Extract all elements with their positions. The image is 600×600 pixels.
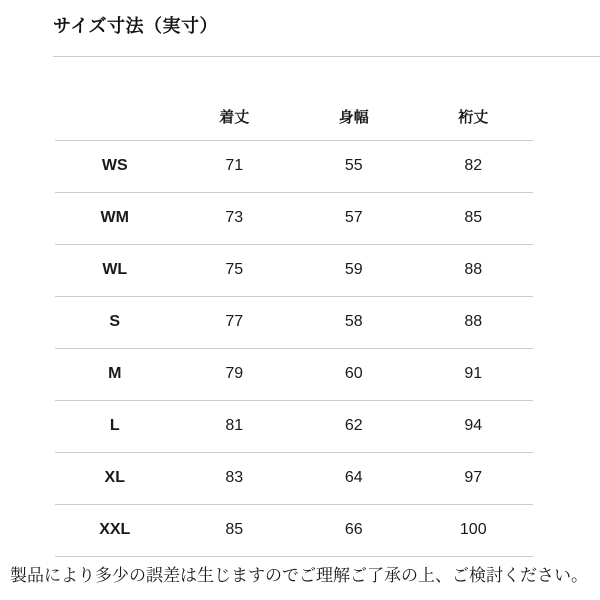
table-row bbox=[55, 452, 533, 504]
size-table-header bbox=[55, 94, 533, 140]
table-row bbox=[55, 504, 533, 556]
size-cell: L bbox=[109, 417, 120, 434]
value-cell: 71 bbox=[225, 157, 244, 174]
value-cell: 58 bbox=[344, 313, 363, 330]
size-cell: WM bbox=[100, 209, 129, 226]
size-cell: XXL bbox=[99, 521, 131, 538]
value-cell: 66 bbox=[344, 521, 363, 538]
value-cell: 97 bbox=[464, 469, 483, 486]
value-cell: 79 bbox=[225, 365, 244, 382]
value-cell: 88 bbox=[464, 261, 483, 278]
value-cell: 88 bbox=[464, 313, 483, 330]
size-table bbox=[55, 94, 533, 557]
value-cell: 60 bbox=[344, 365, 363, 382]
value-cell: 82 bbox=[464, 157, 483, 174]
value-cell: 57 bbox=[344, 209, 363, 226]
value-cell: 85 bbox=[464, 209, 483, 226]
value-cell: 59 bbox=[344, 261, 363, 278]
table-row bbox=[55, 192, 533, 244]
table-row bbox=[55, 244, 533, 296]
value-cell: 73 bbox=[225, 209, 244, 226]
value-cell: 85 bbox=[225, 521, 244, 538]
value-cell: 91 bbox=[464, 365, 483, 382]
col-header-width: 身幅 bbox=[338, 109, 369, 127]
value-cell: 83 bbox=[225, 469, 244, 486]
disclaimer-note: 製品により多少の誤差は生じますのでご理解ご了承の上、ご検討ください。 bbox=[10, 566, 588, 585]
table-header-row bbox=[55, 94, 533, 140]
size-table-body bbox=[55, 140, 533, 556]
corner-cell bbox=[55, 94, 175, 140]
value-cell: 55 bbox=[344, 157, 363, 174]
size-cell: XL bbox=[104, 469, 125, 486]
value-cell: 100 bbox=[459, 521, 487, 538]
value-cell: 64 bbox=[344, 469, 363, 486]
size-cell: S bbox=[109, 313, 121, 330]
value-cell: 75 bbox=[225, 261, 244, 278]
col-header-sleeve: 裄丈 bbox=[458, 109, 489, 127]
value-cell: 77 bbox=[225, 313, 244, 330]
col-header-length: 着丈 bbox=[219, 109, 250, 127]
value-cell: 62 bbox=[344, 417, 363, 434]
size-cell: WL bbox=[102, 261, 128, 278]
table-row bbox=[55, 400, 533, 452]
size-cell: WS bbox=[101, 157, 128, 174]
value-cell: 94 bbox=[464, 417, 483, 434]
page-title: サイズ寸法（実寸） bbox=[53, 16, 219, 36]
title-section bbox=[53, 0, 600, 57]
size-cell: M bbox=[108, 365, 122, 382]
table-row bbox=[55, 140, 533, 192]
value-cell: 81 bbox=[225, 417, 244, 434]
table-row bbox=[55, 348, 533, 400]
table-row bbox=[55, 296, 533, 348]
